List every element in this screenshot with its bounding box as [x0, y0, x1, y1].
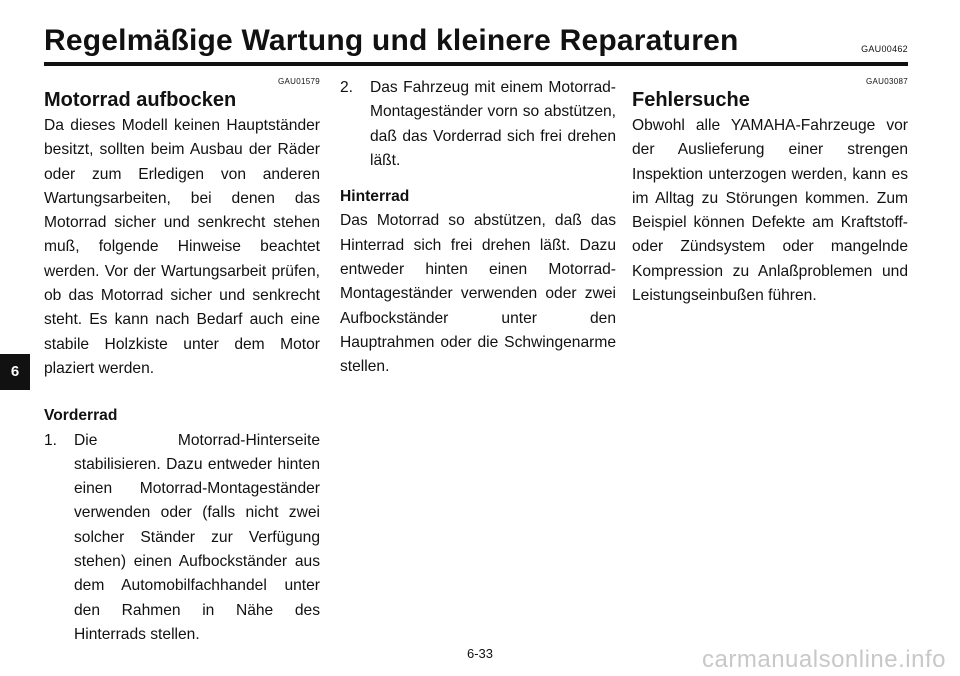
left-column: [44, 76, 320, 647]
header-code: GAU00462: [861, 44, 908, 54]
troubleshooting-paragraph: Obwohl alle YAMAHA-Fahrzeuge vor der Auslieferung einer strengen Inspektion unterzogen werden, kann es im Alltag zu Störungen kommen. Zum Beispiel können Defekte am Kraftstoff- oder Zündsystem oder mangelnde Kompression zu Anlaßproblemen und Leistungseinbußen führen.: [632, 117, 908, 305]
list-text: Die Motorrad-Hinterseite stabilisieren. Dazu entweder hinten einen Motorrad-Montageständer verwenden oder (falls nicht zwei solcher Ständer zur Verfügung stehen) einen Aufbockständer aus dem Automobilfachhandel unter den Rahmen in Nähe des Hinterrads stellen.: [74, 431, 320, 643]
subheading-front: Vorderrad: [44, 407, 118, 425]
list-item: [340, 76, 616, 173]
section-code: GAU03087: [866, 77, 908, 86]
section-title: Motorrad aufbocken: [44, 89, 237, 111]
rear-paragraph: Das Motorrad so abstützen, daß das Hinterrad sich frei drehen läßt. Dazu entweder hinten einen Motorrad-Montageständer verwenden oder zwei Aufbockständer unter den Hauptrahmen oder die Schwingenarme stellen.: [340, 212, 616, 376]
middle-column: [340, 76, 616, 380]
page-number: 6-33: [466, 646, 494, 661]
list-item: [44, 429, 320, 648]
intro-paragraph: Da dieses Modell keinen Hauptständer besitzt, sollten beim Ausbau der Räder oder zum Erledigen von anderen Wartungsarbeiten, bei denen das Motorrad sicher und senkrecht stehen muß, folgende Hinweise beachtet werden. Vor der Wartungsarbeit prüfen, ob das Motorrad sicher und senkrecht steht. Es kann nach Bedarf auch eine stabile Holzkiste unter dem Motor plaziert werden.: [44, 117, 320, 377]
list-text: Das Fahrzeug mit einem Motorrad-Montageständer vorn so abstützen, daß das Vorderrad sich frei drehen läßt.: [370, 79, 616, 169]
watermark: carmanualsonline.info: [702, 646, 946, 673]
list-number: 1.: [44, 431, 58, 449]
right-column: [632, 76, 908, 308]
list-number: 2.: [340, 79, 354, 96]
header-rule: [44, 62, 908, 66]
page-title: Regelmäßige Wartung und kleinere Reparaturen: [44, 24, 739, 57]
subheading-rear: Hinterrad: [340, 188, 410, 206]
section-title: Fehlersuche: [632, 89, 750, 111]
section-code: GAU01579: [278, 77, 320, 86]
chapter-tab: 6: [0, 354, 30, 390]
